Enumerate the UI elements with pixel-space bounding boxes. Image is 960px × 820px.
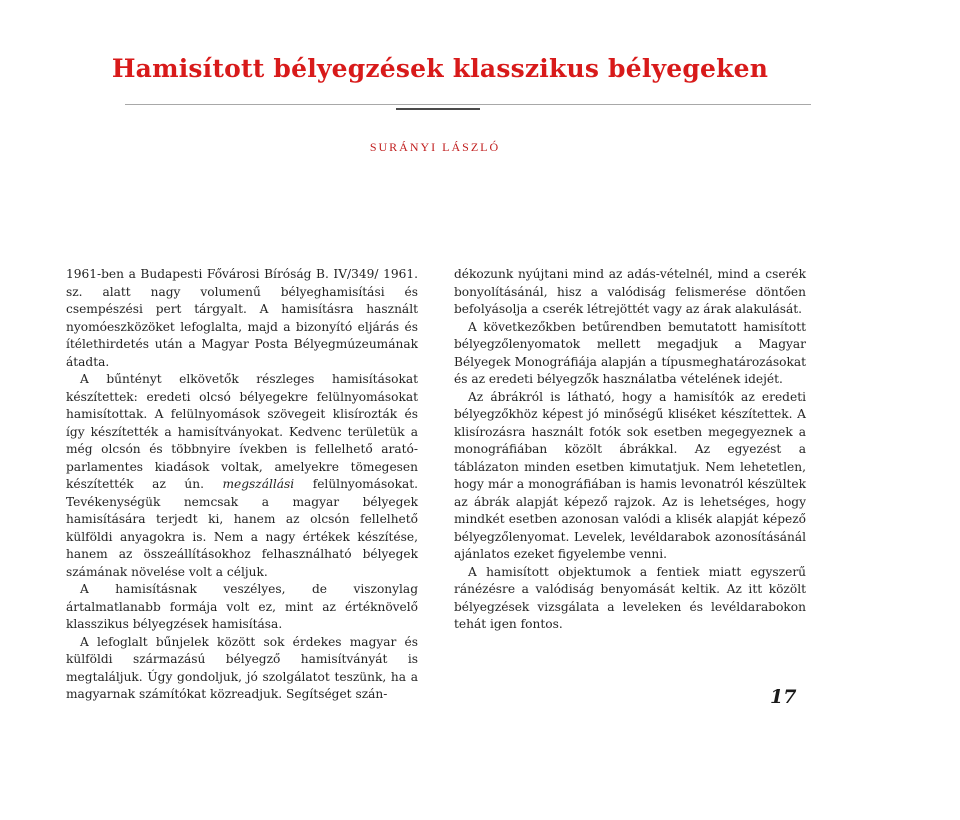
paragraph-text: A bűntényt elkövetők részleges hamisításokat készítettek: eredeti olcsó bélyegekre felülnyomásokat hamisítottak. A felülnyomások szövegeit klisírozták és így készítették a hamisítványokat. Kedvenc területük a még olcsón és többnyire ívekben is fellelhető arató-parlamentes kiadások voltak, amelyekre tömegesen készítették az ún. xyxy=(66,372,418,491)
right-column xyxy=(454,266,806,634)
article-title: Hamisított bélyegzések klasszikus bélyegeken xyxy=(111,54,769,83)
paragraph: Az ábrákról is látható, hogy a hamisítók az eredeti bélyegzőkhöz képest jó minőségű kliséket készítettek. A klisírozásra használt fotók sok esetben megegyeznek a monográfiában közölt ábrákkal. Az egyezést a táblázaton minden esetben kimutatjuk. Nem lehetetlen, hogy már a monográfiában is hamis levonatról készültek az ábrák alapját képező rajzok. Az is lehetséges, hogy mindkét esetben azonosan valódi a klisék alapját képező bélyegzőlenyomat. Levelek, levéldarabok azonosításánál ajánlatos ezeket figyelembe venni. xyxy=(454,389,806,561)
italic-term: megszállási xyxy=(222,477,295,491)
paragraph: A lefoglalt bűnjelek között sok érdekes magyar és külföldi származású bélyegző hamisítványát is megtaláljuk. Úgy gondoljuk, jó szolgálatot teszünk, ha a magyarnak számítókat közreadjuk. Segítséget szán- xyxy=(66,634,418,701)
page-number: 17 xyxy=(770,686,797,708)
paragraph: dékozunk nyújtani mind az adás-vételnél, mind a cserék bonyolításánál, hisz a valódiság felismerése döntően befolyásolja a cserék létrejöttét vagy az árak alakulását. xyxy=(454,267,806,316)
title-rule xyxy=(125,104,811,105)
paragraph: A hamisításnak veszélyes, de viszonylag ártalmatlanabb formája volt ez, mint az értéknövelő klasszikus bélyegzések hamisítása. xyxy=(66,582,418,631)
paragraph: A következőkben betűrendben bemutatott hamisított bélyegzőlenyomatok mellett megadjuk a Magyar Bélyegek Monográfiája alapján a típusmeghatározásokat és az eredeti bélyegzők használatba vételének idejét. xyxy=(454,319,806,386)
paragraph-text: felülnyomásokat. Tevékenységük nemcsak a magyar bélyegek hamisítására terjedt ki, hanem az olcsón fellelhető külföldi anyagokra is. Nem a nagy értékek készítése, hanem az összeállításokhoz felhasználható bélyegek számának növelése volt a céljuk. xyxy=(66,477,418,579)
paragraph: 1961-ben a Budapesti Fővárosi Bíróság B. IV/349/ 1961. sz. alatt nagy volumenű bélyeghamisítási és csempészési pert tárgyalt. A hamisításra használt nyomóeszközöket lefoglalta, majd a bizonyító eljárás és ítélethirdetés után a Magyar Posta Bélyegmúzeumának átadta. xyxy=(66,267,418,369)
author-name: SURÁNYI LÁSZLÓ xyxy=(369,140,501,154)
paragraph: A hamisított objektumok a fentiek miatt egyszerű ránézésre a valódiság benyomását keltik. Az itt közölt bélyegzések vizsgálata a leveleken és levéldarabokon tehát igen fontos. xyxy=(454,564,806,631)
paragraph xyxy=(66,371,418,581)
left-column xyxy=(66,266,418,704)
title-rule-accent xyxy=(396,108,480,110)
